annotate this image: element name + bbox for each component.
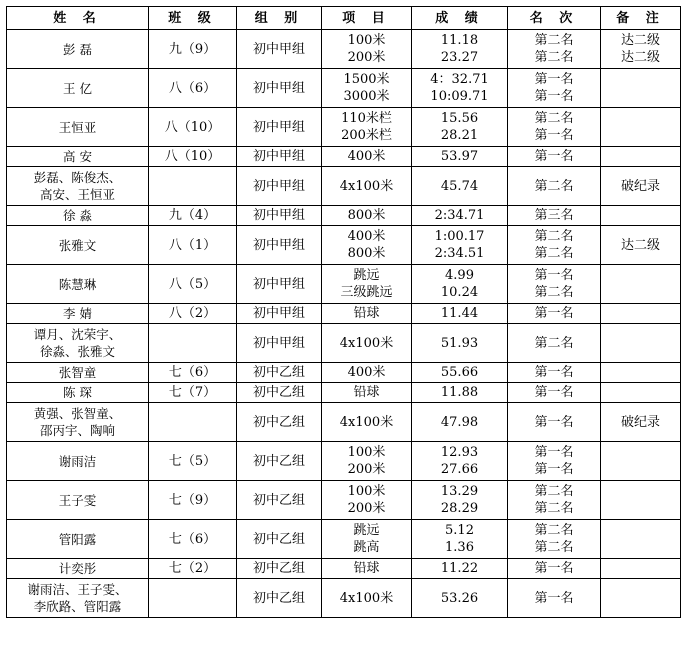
rank-cell-line: 第一名 [534, 385, 574, 400]
event-cell-line: 4x100米 [339, 590, 394, 606]
athlete-name [7, 383, 149, 403]
event-cell [322, 108, 412, 147]
score-cell [412, 30, 508, 69]
event-cell-line: 铅球 [353, 561, 380, 576]
header-rank: 名 次 [508, 7, 601, 30]
event-cell [322, 324, 412, 363]
athlete-name [7, 206, 149, 226]
rank-cell-line: 第二名 [534, 484, 574, 499]
athlete-name [7, 147, 149, 167]
group-cell: 初中乙组 [237, 442, 322, 481]
rank-cell [508, 265, 601, 304]
rank-cell-line: 第一名 [534, 445, 574, 460]
event-cell-line: 100米 [347, 445, 386, 460]
rank-cell [508, 363, 601, 383]
athlete-name [7, 403, 149, 442]
table-row [7, 481, 681, 520]
rank-cell [508, 304, 601, 324]
score-cell [412, 383, 508, 403]
rank-cell-line: 第二名 [534, 33, 574, 48]
table-row [7, 108, 681, 147]
event-cell-line: 800米 [347, 208, 386, 223]
rank-cell [508, 147, 601, 167]
group-cell: 初中甲组 [237, 226, 322, 265]
athlete-name-line: 王 亿 [63, 80, 92, 96]
group-cell: 初中甲组 [237, 108, 322, 147]
class-cell: 七（9） [149, 481, 237, 520]
group-cell: 初中甲组 [237, 265, 322, 304]
note-cell [601, 403, 681, 442]
score-cell-line: 2:34.51 [434, 246, 485, 261]
event-cell-line: 200米 [347, 501, 386, 516]
score-cell [412, 579, 508, 618]
event-cell [322, 383, 412, 403]
score-cell [412, 265, 508, 304]
athlete-name [7, 579, 149, 618]
rank-cell-line: 第一名 [534, 149, 574, 164]
note-cell [601, 265, 681, 304]
event-cell-line: 400米 [347, 365, 386, 380]
event-cell-line: 100米 [347, 484, 386, 499]
note-cell [601, 481, 681, 520]
header-event: 项 目 [322, 7, 412, 30]
athlete-name-line: 徐 淼 [63, 208, 92, 223]
score-cell-line: 11.22 [440, 561, 479, 576]
note-cell-line: 达二级 [620, 237, 660, 253]
event-cell-line: 4x100米 [339, 335, 394, 351]
note-cell-line: 破纪录 [620, 414, 660, 430]
athlete-name-line: 张雅文 [58, 237, 97, 253]
athlete-name-line: 陈 琛 [63, 385, 92, 400]
class-cell [149, 403, 237, 442]
event-cell [322, 69, 412, 108]
athlete-name-line: 黄强、张智童、 [33, 406, 122, 421]
score-cell-line: 11.88 [440, 385, 479, 400]
group-cell: 初中甲组 [237, 167, 322, 206]
header-row [7, 7, 681, 30]
group-cell: 初中甲组 [237, 324, 322, 363]
score-cell-line: 2:34.71 [434, 208, 485, 223]
table-row [7, 69, 681, 108]
event-cell [322, 481, 412, 520]
score-cell-line: 4：32.71 [430, 72, 489, 87]
rank-cell-line: 第一名 [534, 268, 574, 283]
table-row [7, 147, 681, 167]
note-cell [601, 559, 681, 579]
note-cell [601, 442, 681, 481]
score-cell [412, 520, 508, 559]
score-cell-line: 55.66 [440, 365, 479, 380]
athlete-name-line: 王子雯 [58, 492, 97, 508]
group-cell: 初中甲组 [237, 304, 322, 324]
event-cell-line: 4x100米 [339, 414, 394, 430]
athlete-name [7, 265, 149, 304]
class-cell: 八（5） [149, 265, 237, 304]
athlete-name-line: 高 安 [63, 149, 92, 164]
athlete-name-line: 谢雨洁 [58, 453, 97, 469]
rank-cell [508, 69, 601, 108]
rank-cell-line: 第一名 [534, 414, 574, 430]
event-cell-line: 1500米 [343, 72, 390, 87]
score-cell [412, 226, 508, 265]
group-cell: 初中甲组 [237, 147, 322, 167]
header-class: 班 级 [149, 7, 237, 30]
rank-cell-line: 第二名 [534, 501, 574, 516]
athlete-name-line: 计奕彤 [58, 561, 97, 576]
note-cell [601, 69, 681, 108]
score-cell-line: 5.12 [445, 523, 474, 538]
class-cell: 七（7） [149, 383, 237, 403]
table-row [7, 265, 681, 304]
class-cell [149, 324, 237, 363]
athlete-name [7, 363, 149, 383]
table-row [7, 520, 681, 559]
score-cell [412, 167, 508, 206]
score-cell [412, 363, 508, 383]
group-cell: 初中乙组 [237, 559, 322, 579]
note-cell-line: 破纪录 [620, 178, 660, 194]
athlete-name [7, 559, 149, 579]
score-cell [412, 147, 508, 167]
note-cell [601, 363, 681, 383]
athlete-name [7, 442, 149, 481]
class-cell: 九（4） [149, 206, 237, 226]
event-cell-line: 跳远 [353, 523, 380, 538]
rank-cell [508, 226, 601, 265]
score-cell-line: 47.98 [440, 414, 479, 430]
group-cell: 初中乙组 [237, 481, 322, 520]
athlete-name-line: 谢雨洁、王子雯、 [27, 582, 128, 597]
rank-cell [508, 520, 601, 559]
event-cell-line: 三级跳远 [340, 285, 393, 300]
rank-cell-line: 第二名 [534, 246, 574, 261]
score-cell-line: 45.74 [440, 178, 479, 194]
score-cell-line: 53.97 [440, 149, 479, 164]
results-table [6, 6, 681, 618]
score-cell-line: 28.29 [440, 501, 479, 516]
event-cell [322, 403, 412, 442]
table-row [7, 304, 681, 324]
score-cell-line: 13.29 [440, 484, 479, 499]
table-row [7, 579, 681, 618]
rank-cell-line: 第一名 [534, 306, 574, 321]
rank-cell [508, 481, 601, 520]
group-cell: 初中甲组 [237, 206, 322, 226]
note-cell-line: 达二级 [620, 50, 660, 65]
group-cell: 初中乙组 [237, 363, 322, 383]
event-cell [322, 206, 412, 226]
athlete-name-line: 管阳露 [58, 531, 97, 547]
score-cell-line: 12.93 [440, 445, 479, 460]
rank-cell-line: 第二名 [534, 335, 574, 351]
event-cell-line: 铅球 [353, 385, 380, 400]
athlete-name-line: 张智童 [58, 365, 97, 380]
athlete-name [7, 520, 149, 559]
score-cell [412, 403, 508, 442]
event-cell [322, 579, 412, 618]
note-cell [601, 147, 681, 167]
athlete-name [7, 30, 149, 69]
athlete-name-line: 陈慧琳 [58, 276, 97, 292]
class-cell: 九（9） [149, 30, 237, 69]
event-cell [322, 363, 412, 383]
score-cell-line: 27.66 [440, 462, 479, 477]
athlete-name [7, 108, 149, 147]
event-cell [322, 442, 412, 481]
rank-cell [508, 108, 601, 147]
table-row [7, 559, 681, 579]
rank-cell [508, 403, 601, 442]
event-cell [322, 30, 412, 69]
note-cell [601, 324, 681, 363]
table-row [7, 324, 681, 363]
rank-cell-line: 第一名 [534, 365, 574, 380]
group-cell: 初中乙组 [237, 403, 322, 442]
rank-cell-line: 第二名 [534, 50, 574, 65]
event-cell-line: 200米 [347, 462, 386, 477]
class-cell: 八（2） [149, 304, 237, 324]
table-row [7, 226, 681, 265]
event-cell-line: 铅球 [353, 306, 380, 321]
rank-cell [508, 559, 601, 579]
score-cell [412, 324, 508, 363]
rank-cell [508, 324, 601, 363]
results-body [7, 30, 681, 618]
table-row [7, 383, 681, 403]
note-cell [601, 520, 681, 559]
note-cell-line: 达二级 [620, 33, 660, 48]
group-cell: 初中乙组 [237, 383, 322, 403]
score-cell [412, 559, 508, 579]
event-cell-line: 跳远 [353, 268, 380, 283]
rank-cell-line: 第二名 [534, 178, 574, 194]
score-cell [412, 206, 508, 226]
athlete-name-line: 邵丙宇、陶响 [39, 423, 115, 438]
score-cell [412, 304, 508, 324]
table-row [7, 167, 681, 206]
score-cell-line: 15.56 [440, 111, 479, 126]
group-cell: 初中甲组 [237, 69, 322, 108]
score-cell-line: 1.36 [445, 540, 474, 555]
group-cell: 初中乙组 [237, 520, 322, 559]
event-cell [322, 559, 412, 579]
rank-cell-line: 第二名 [534, 285, 574, 300]
class-cell [149, 579, 237, 618]
event-cell [322, 304, 412, 324]
athlete-name-line: 徐淼、张雅文 [39, 344, 115, 359]
class-cell: 七（5） [149, 442, 237, 481]
athlete-name [7, 226, 149, 265]
rank-cell-line: 第一名 [534, 462, 574, 477]
table-row [7, 442, 681, 481]
note-cell [601, 579, 681, 618]
rank-cell [508, 383, 601, 403]
score-cell [412, 442, 508, 481]
score-cell-line: 28.21 [440, 128, 479, 143]
class-cell: 七（6） [149, 520, 237, 559]
rank-cell-line: 第三名 [534, 208, 574, 223]
rank-cell-line: 第二名 [534, 229, 574, 244]
event-cell [322, 265, 412, 304]
event-cell-line: 400米 [347, 229, 386, 244]
score-cell-line: 1:00.17 [434, 229, 485, 244]
event-cell-line: 200米 [347, 50, 386, 65]
athlete-name [7, 304, 149, 324]
event-cell-line: 100米 [347, 33, 386, 48]
score-cell-line: 11.44 [440, 306, 479, 321]
athlete-name-line: 李 婧 [63, 306, 92, 321]
class-cell: 八（1） [149, 226, 237, 265]
score-cell-line: 4.99 [445, 268, 474, 283]
rank-cell-line: 第二名 [534, 523, 574, 538]
rank-cell [508, 206, 601, 226]
rank-cell [508, 30, 601, 69]
score-cell-line: 10.24 [440, 285, 479, 300]
score-cell-line: 53.26 [440, 590, 479, 606]
note-cell [601, 206, 681, 226]
note-cell [601, 304, 681, 324]
event-cell [322, 226, 412, 265]
rank-cell-line: 第一名 [534, 128, 574, 143]
score-cell [412, 108, 508, 147]
rank-cell [508, 579, 601, 618]
event-cell-line: 3000米 [343, 89, 390, 104]
event-cell [322, 167, 412, 206]
rank-cell-line: 第二名 [534, 540, 574, 555]
athlete-name-line: 彭 磊 [63, 41, 92, 57]
table-row [7, 363, 681, 383]
header-group: 组 别 [237, 7, 322, 30]
header-name: 姓 名 [7, 7, 149, 30]
note-cell [601, 167, 681, 206]
table-row [7, 403, 681, 442]
class-cell: 七（2） [149, 559, 237, 579]
event-cell-line: 800米 [347, 246, 386, 261]
rank-cell-line: 第一名 [534, 561, 574, 576]
athlete-name-line: 彭磊、陈俊杰、 [33, 170, 122, 185]
event-cell-line: 110米栏 [341, 111, 392, 126]
rank-cell-line: 第一名 [534, 89, 574, 104]
header-score: 成 绩 [412, 7, 508, 30]
event-cell [322, 520, 412, 559]
note-cell [601, 108, 681, 147]
score-cell-line: 51.93 [440, 335, 479, 351]
header-note: 备 注 [601, 7, 681, 30]
athlete-name [7, 69, 149, 108]
event-cell [322, 147, 412, 167]
rank-cell-line: 第一名 [534, 590, 574, 606]
event-cell-line: 跳高 [353, 540, 380, 555]
note-cell [601, 30, 681, 69]
class-cell: 八（10） [149, 108, 237, 147]
rank-cell [508, 442, 601, 481]
rank-cell [508, 167, 601, 206]
athlete-name-line: 王恒亚 [58, 119, 97, 135]
table-row [7, 206, 681, 226]
note-cell [601, 383, 681, 403]
class-cell: 七（6） [149, 363, 237, 383]
athlete-name-line: 谭月、沈荣宇、 [33, 327, 122, 342]
athlete-name [7, 481, 149, 520]
group-cell: 初中甲组 [237, 30, 322, 69]
rank-cell-line: 第一名 [534, 72, 574, 87]
athlete-name [7, 324, 149, 363]
score-cell [412, 69, 508, 108]
rank-cell-line: 第二名 [534, 111, 574, 126]
score-cell-line: 11.18 [440, 33, 479, 48]
class-cell [149, 167, 237, 206]
table-row [7, 30, 681, 69]
score-cell-line: 10:09.71 [430, 89, 489, 104]
athlete-name-line: 高安、王恒亚 [39, 187, 115, 202]
class-cell: 八（6） [149, 69, 237, 108]
note-cell [601, 226, 681, 265]
class-cell: 八（10） [149, 147, 237, 167]
event-cell-line: 200米栏 [341, 128, 392, 143]
event-cell-line: 400米 [347, 149, 386, 164]
athlete-name-line: 李欣路、管阳露 [33, 599, 122, 614]
group-cell: 初中乙组 [237, 579, 322, 618]
score-cell [412, 481, 508, 520]
athlete-name [7, 167, 149, 206]
score-cell-line: 23.27 [440, 50, 479, 65]
event-cell-line: 4x100米 [339, 178, 394, 194]
